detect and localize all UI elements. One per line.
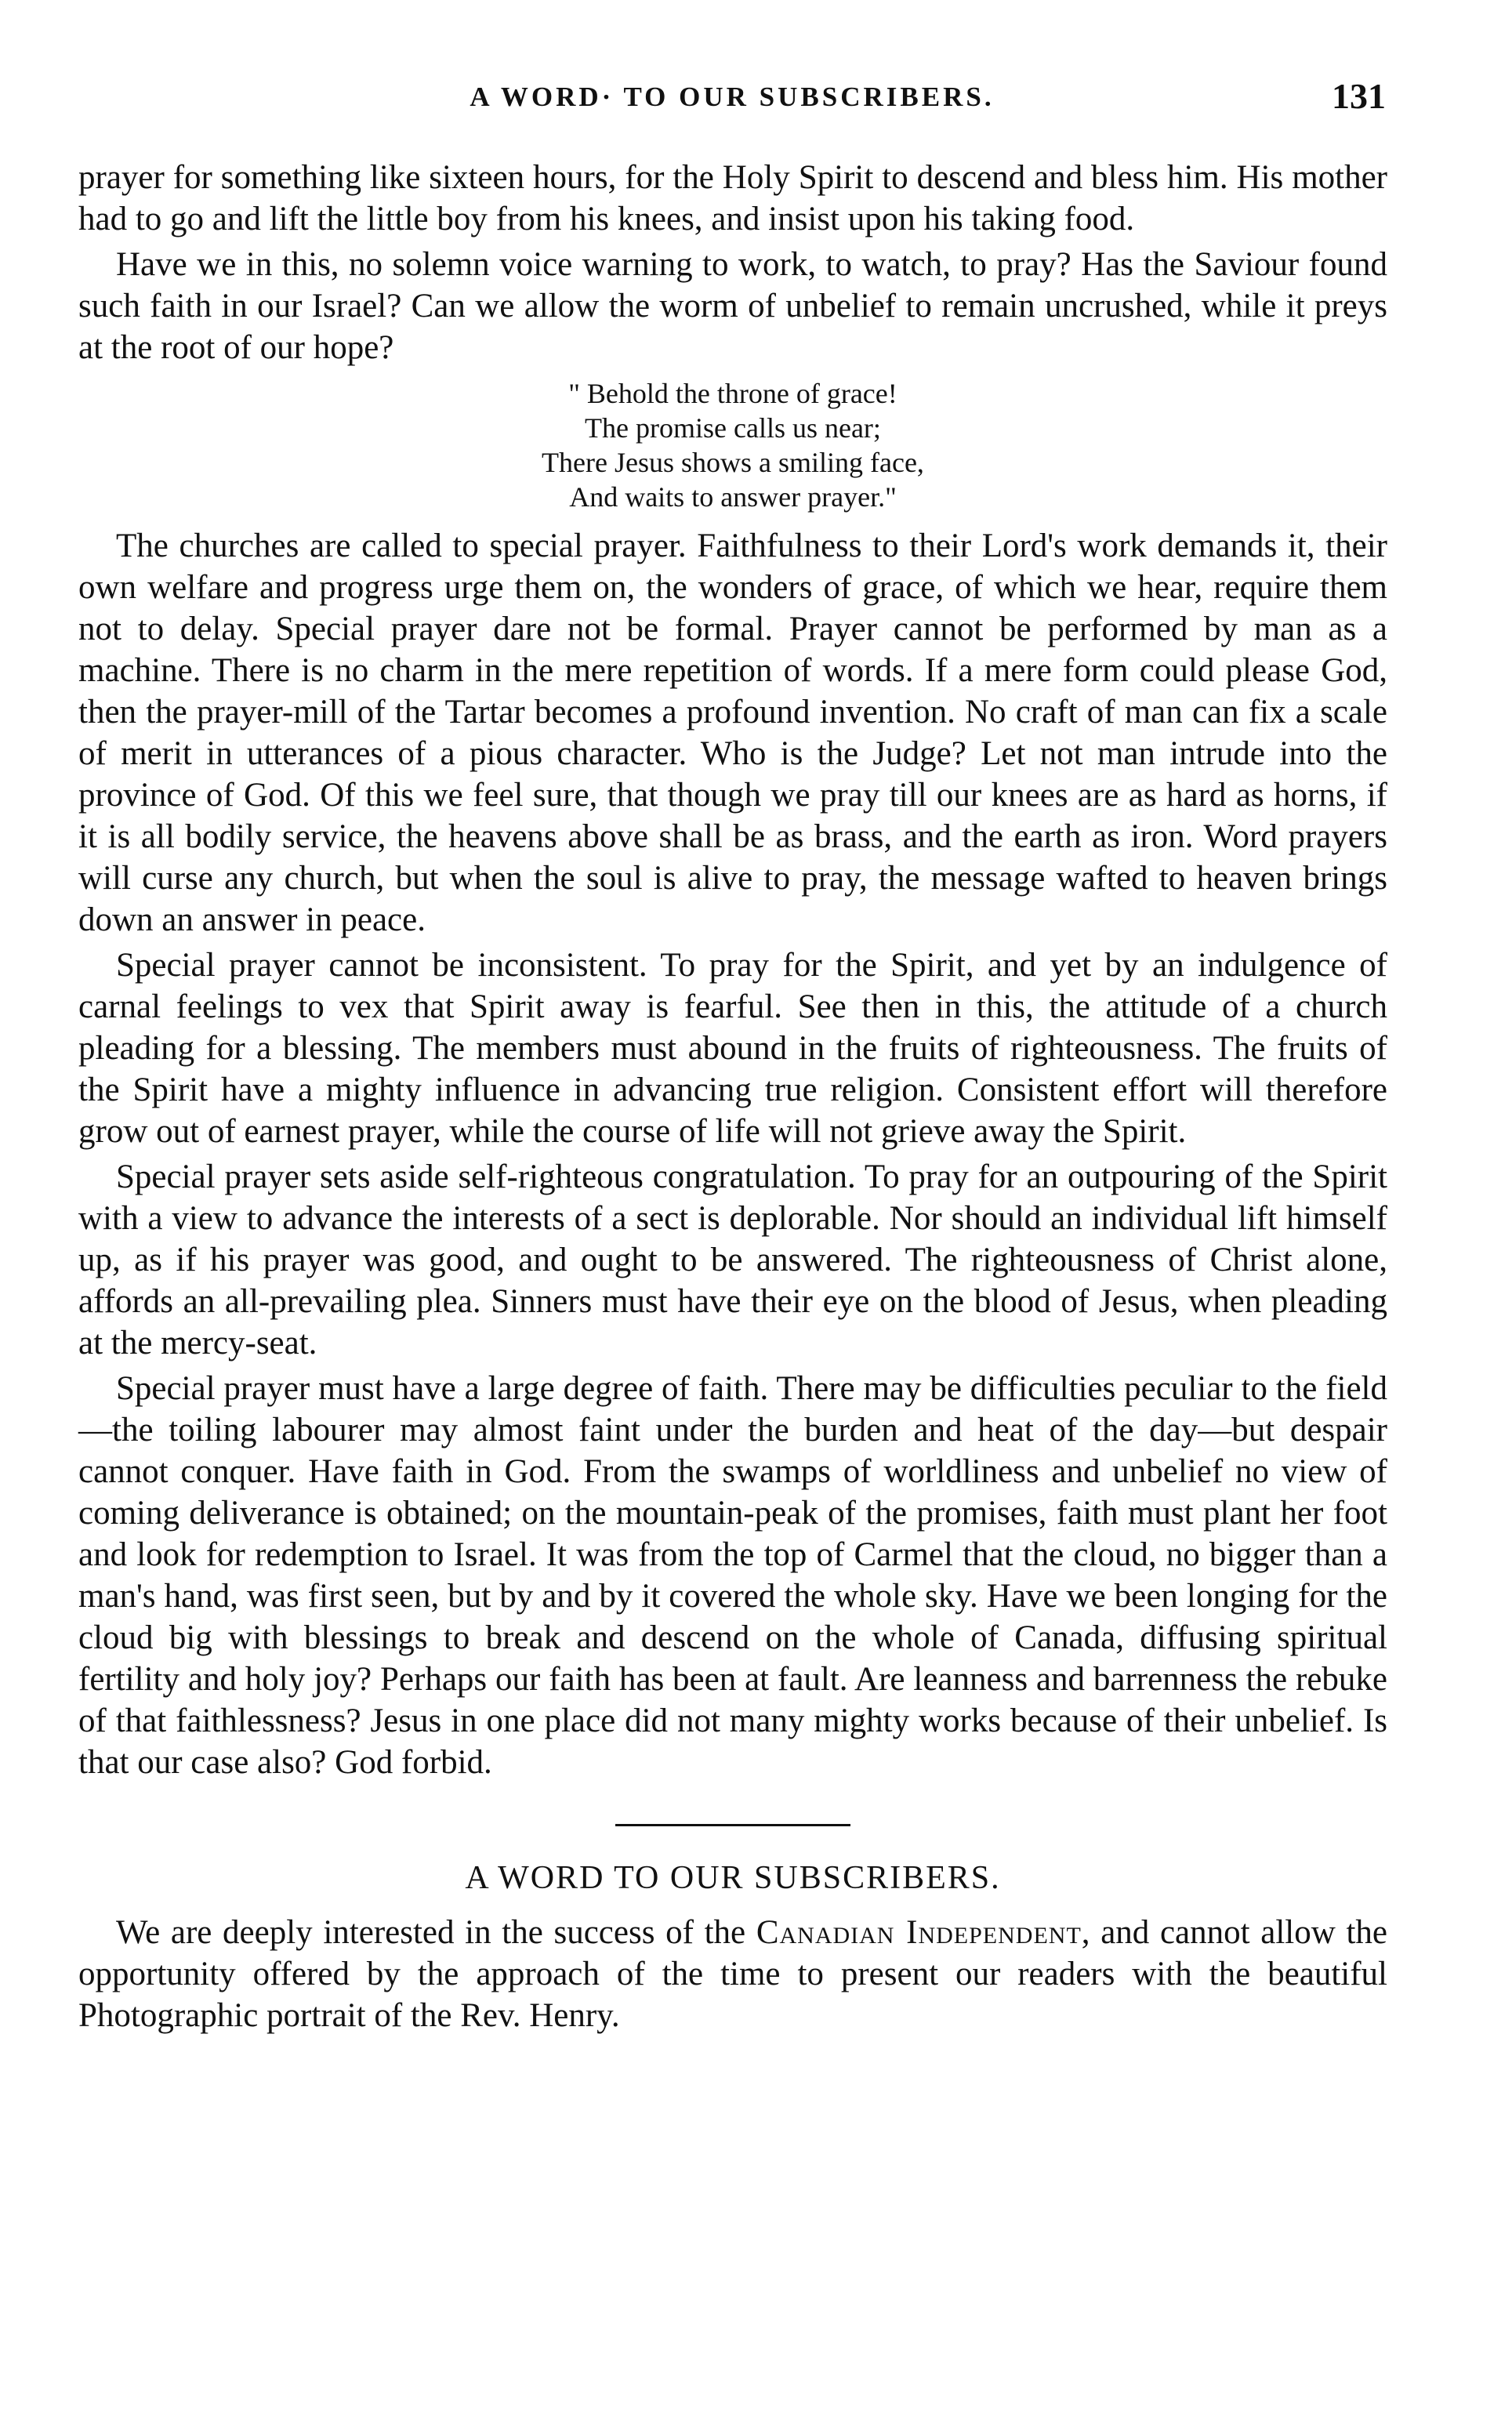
paragraph: prayer for something like sixteen hours, for the Holy Spirit to descend and bless him. His mother had to go and lift the little boy from his knees, and insist upon his taking food. bbox=[78, 159, 1387, 237]
running-title: A WORD· TO OUR SUBSCRIBERS. bbox=[470, 82, 995, 112]
intro-text-continued: , and cannot allow the opportunity offered by the approach of the time to present our readers with the beautiful Photographic portrait of the Rev. Henry. bbox=[78, 1914, 1387, 2034]
paragraph: Special prayer sets aside self-righteous congratulation. To pray for an outpouring of the Spirit with a view to advance the interests of a sect is deplorable. Nor should an individual lift himself up, as if his prayer was good, and ought to be answered. The righteousness of Christ alone, affords an all-prevailing plea. Sinners must have their eye on the blood of Jesus, when pleading at the mercy-seat. bbox=[78, 1158, 1387, 1361]
page-number: 131 bbox=[1332, 76, 1386, 116]
journal-name: Canadian Independent bbox=[756, 1914, 1082, 1951]
poem-line: The promise calls us near; bbox=[585, 412, 881, 444]
paragraph: Special prayer must have a large degree of faith. There may be difficulties peculiar to the field—the toiling labourer may almost faint under the burden and heat of the day—but despair cannot conquer. Have faith in God. From the swamps of worldliness and unbelief no view of coming deliverance is obtained; on the mountain-peak of the promises, faith must plant her foot and look for redemption to Israel. It was from the top of Carmel that the cloud, no bigger than a man's hand, was first seen, but by and by it covered the whole sky. Have we been longing for the cloud big with blessings to break and descend on the whole of Canada, diffusing spiritual fertility and holy joy? Perhaps our faith has been at fault. Are leanness and barrenness the rebuke of that faithlessness? Jesus in one place did not many mighty works because of their unbelief. Is that our case also? God forbid. bbox=[78, 1370, 1387, 1781]
section-divider bbox=[615, 1824, 850, 1826]
poem-quotation bbox=[78, 376, 1387, 514]
section-heading: A WORD TO OUR SUBSCRIBERS. bbox=[465, 1860, 1001, 1896]
paragraph: Special prayer cannot be inconsistent. To pray for the Spirit, and yet by an indulgence of carnal feelings to vex that Spirit away is fearful. See then in this, the attitude of a church pleading for a blessing. The members must abound in the fruits of righteousness. The fruits of the Spirit have a mighty influence in advancing true religion. Consistent effort will therefore grow out of earnest prayer, while the course of life will not grieve away the Spirit. bbox=[78, 947, 1387, 1150]
article-body bbox=[78, 157, 1387, 2040]
poem-line: There Jesus shows a smiling face, bbox=[542, 447, 924, 478]
poem-line: " Behold the throne of grace! bbox=[568, 378, 897, 409]
paragraph: Have we in this, no solemn voice warning to work, to watch, to pray? Has the Saviour found such faith in our Israel? Can we allow the worm of unbelief to remain uncrushed, while it preys at the root of our hope? bbox=[78, 246, 1387, 366]
section-intro-paragraph bbox=[78, 1912, 1387, 2036]
intro-text: We are deeply interested in the success of the bbox=[116, 1914, 756, 1951]
running-header bbox=[78, 75, 1386, 122]
paragraph: The churches are called to special prayer. Faithfulness to their Lord's work demands it, their own welfare and progress urge them on, the wonders of grace, of which we hear, require them not to delay. Special prayer dare not be formal. Prayer cannot be performed by man as a machine. There is no charm in the mere repetition of words. If a mere form could please God, then the prayer-mill of the Tartar becomes a profound invention. No craft of man can fix a scale of merit in utterances of a pious character. Who is the Judge? Let not man intrude into the province of God. Of this we feel sure, that though we pray till our knees are as hard as horns, if it is all bodily service, the heavens above shall be as brass, and the earth as iron. Word prayers will curse any church, but when the soul is alive to pray, the message wafted to heaven brings down an answer in peace. bbox=[78, 528, 1387, 938]
poem-line: And waits to answer prayer." bbox=[569, 481, 897, 513]
